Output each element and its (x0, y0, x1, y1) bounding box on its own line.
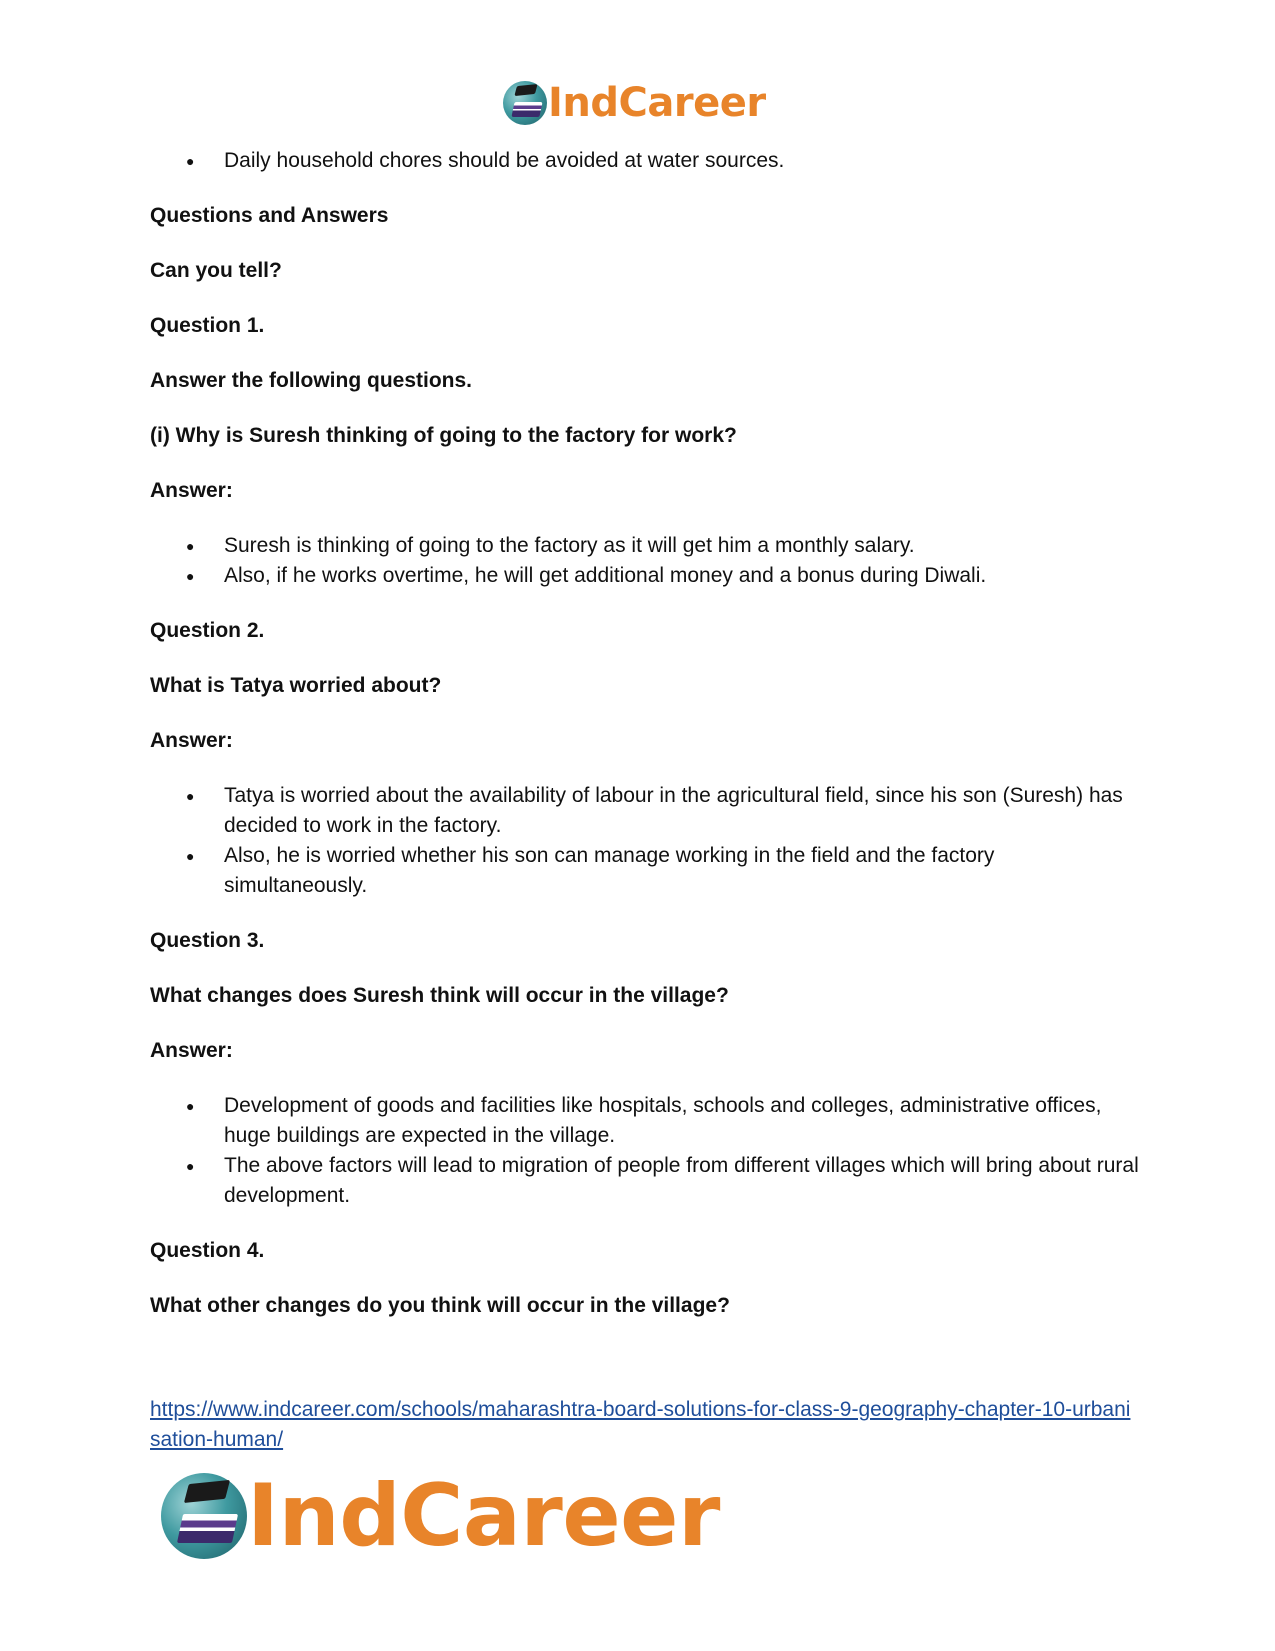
list-item: ● Development of goods and facilities like hospitals, schools and colleges, administrative offices, huge buildings are expected in the village. (150, 1091, 1140, 1151)
question-prompt: What other changes do you think will occur in the village? (150, 1294, 730, 1317)
document-body (150, 146, 1140, 1321)
list-item: ● Tatya is worried about the availability of labour in the agricultural field, since his son (Suresh) has decided to work in the factory. (150, 781, 1140, 841)
footer-link-block (150, 1395, 1140, 1455)
list-item: ● Suresh is thinking of going to the factory as it will get him a monthly salary. (150, 531, 1140, 561)
header-logo (503, 80, 766, 126)
list-item: ● Also, he is worried whether his son can manage working in the field and the factory simultaneously. (150, 841, 1140, 901)
intro-bullet-list (150, 146, 1140, 176)
question-number: Question 2. (150, 619, 265, 642)
question-prompt: What is Tatya worried about? (150, 674, 442, 697)
question-number: Question 3. (150, 929, 265, 952)
logo-wordmark: IndCareer (247, 1466, 720, 1566)
answer-list (150, 531, 1140, 591)
section-subtitle: Can you tell? (150, 259, 282, 282)
logo-globe-icon (503, 81, 547, 125)
question-subprompt: (i) Why is Suresh thinking of going to the factory for work? (150, 424, 737, 447)
answer-label: Answer: (150, 1039, 233, 1062)
footer-logo (161, 1468, 720, 1564)
source-url-link[interactable]: https://www.indcareer.com/schools/maharashtra-board-solutions-for-class-9-geography-chapter-10-urbanisation-human/ (150, 1398, 1131, 1451)
logo-wordmark: IndCareer (548, 80, 766, 126)
answer-list (150, 1091, 1140, 1211)
answer-list (150, 781, 1140, 901)
answer-label: Answer: (150, 479, 233, 502)
question-prompt: What changes does Suresh think will occur in the village? (150, 984, 729, 1007)
question-number: Question 1. (150, 314, 265, 337)
answer-label: Answer: (150, 729, 233, 752)
question-prompt: Answer the following questions. (150, 369, 473, 392)
question-number: Question 4. (150, 1239, 265, 1262)
section-title: Questions and Answers (150, 204, 389, 227)
logo-globe-icon (161, 1473, 247, 1559)
list-item: ● The above factors will lead to migration of people from different villages which will bring about rural development. (150, 1151, 1140, 1211)
list-item: ● Also, if he works overtime, he will get additional money and a bonus during Diwali. (150, 561, 1140, 591)
list-item: ● Daily household chores should be avoided at water sources. (150, 146, 1140, 176)
